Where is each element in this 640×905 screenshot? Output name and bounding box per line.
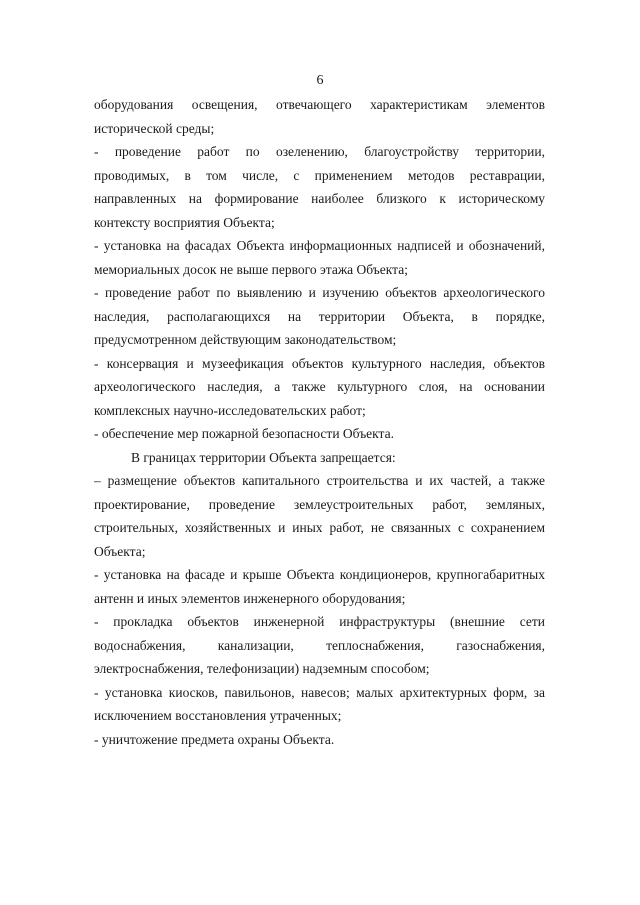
- paragraph-engineering-networks: - прокладка объектов инженерной инфраструктуры (внешние сети водоснабжения, канализации, теплоснабжения, газоснабжения, электроснабжения, телефонизации) надземным способом;: [94, 614, 545, 676]
- paragraph-prohibited-heading: В границах территории Объекта запрещается:: [131, 449, 396, 465]
- paragraph-lighting-equipment: оборудования освещения, отвечающего характеристикам элементов исторической среды;: [94, 97, 545, 136]
- paragraph-kiosks: - установка киосков, павильонов, навесов; малых архитектурных форм, за исключением восстановления утраченных;: [94, 684, 545, 723]
- paragraph-protection-subject: - уничтожение предмета охраны Объекта.: [94, 731, 335, 747]
- paragraph-fire-safety: - обеспечение мер пожарной безопасности Объекта.: [94, 426, 394, 441]
- paragraph-archaeological-survey: - проведение работ по выявлению и изучению объектов археологического наследия, располагающихся на территории Объекта, в порядке, предусмотренном действующим законодательством;: [94, 285, 545, 347]
- paragraph-capital-construction: – размещение объектов капитального строительства и их частей, а также проектирование, проведение землеустроительных работ, земляных, строительных, хозяйственных и иных работ, не связанных с сохранением Объекта;: [94, 473, 545, 559]
- paragraph-conservation: - консервация и музеефикация объектов культурного наследия, объектов археологического наследия, а также культурного слоя, на основании комплексных научно-исследовательских работ;: [94, 355, 545, 418]
- paragraph-landscaping-works: - проведение работ по озеленению, благоустройству территории, проводимых, в том числе, с применением методов реставрации, направленных на формирование наиболее близкого к историческому контексту восприятия Объекта;: [94, 144, 545, 230]
- paragraph-air-conditioners: - установка на фасаде и крыше Объекта кондиционеров, крупногабаритных антенн и иных элементов инженерного оборудования;: [94, 567, 545, 606]
- paragraph-facade-signs: - установка на фасадах Объекта информационных надписей и обозначений, мемориальных досок не выше первого этажа Объекта;: [94, 238, 545, 277]
- document-body: [94, 93, 545, 751]
- page-number: 6: [316, 73, 324, 88]
